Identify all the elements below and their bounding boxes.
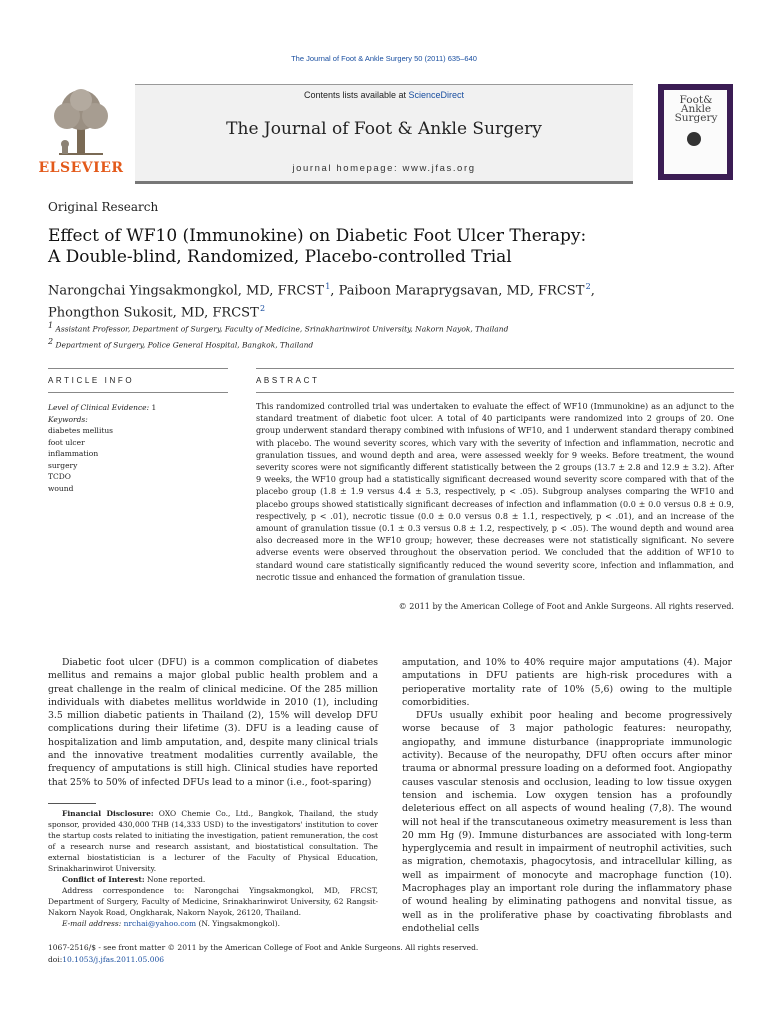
abstract-copyright: © 2011 by the American College of Foot and Ankle Surgeons. All rights reserved. [398,601,734,611]
financial-disclosure [48,808,378,874]
cover-title-line: Surgery [674,112,718,124]
doi-prefix: doi: [48,955,63,964]
conflict-of-interest [48,874,378,885]
keyword: surgery [48,460,78,470]
front-matter-info [48,942,478,966]
author-list: Narongchai Yingsakmongkol, MD, FRCST $^1$, Paiboon Maraprygsavan, MD, FRCST $^2$, Phongthon Sukosit, MD, FRCST $^2$ [48,282,595,321]
keyword: wound [48,483,74,493]
article-info-heading: ARTICLE INFO [48,376,135,385]
doi-line [48,954,478,966]
affiliation-number: 2 [48,336,54,346]
abstract-rule-lower [256,392,734,393]
affiliation-number: 1 [48,321,54,330]
footnote-rule [48,803,96,804]
abstract-heading: ABSTRACT [256,376,320,385]
journal-homepage-link[interactable]: journal homepage: www.jfas.org [292,163,476,174]
affiliation-link[interactable]: 2 [585,282,591,291]
article-info-rule-lower [48,392,228,393]
evidence-level [48,402,228,414]
conflict-text: None reported. [144,875,206,884]
elsevier-wordmark: ELSEVIER [38,160,124,176]
email-line [48,918,378,929]
cover-title-line: Ankle [680,103,712,115]
cover-title-line: Foot& [679,94,713,106]
evidence-value: 1 [151,403,157,412]
correspondence-address: Address correspondence to: Narongchai Yingsakmongkol, MD, FRCST, Department of Surgery, Faculty of Medicine, Srinakharinwirot University, 62 Rangsit-Nakorn Nayok Road, Ongkharak, Nakorn Nayok, 26120, Thailand. [48,886,378,917]
author-name: Phongthon Sukosit, MD, FRCST [48,305,259,321]
conflict-label: Conflict of Interest: [62,875,145,884]
disclosure-label: Financial Disclosure: [62,809,154,818]
affiliation-item [48,320,508,336]
issn-line: 1067-2516/$ - see front matter © 2011 by the American College of Foot and Ankle Surgeons. All rights reserved. [48,943,479,952]
disclosure-text: OXO Chemie Co., Ltd., Bangkok, Thailand, the study sponsor, provided 430,000 THB (14,333 USD) to the investigators' institution to cover the startup costs related to initiating the investigation, patient remuneration, the cost of a research nurse and research assistant, and biostatistical consultation. The external biostatistician is a lecturer of the Faculty of Physical Education, Srinakharinwirot University. [48,809,378,873]
body-column-right [402,656,732,935]
email-label: E-mail address: [62,919,122,928]
journal-title: The Journal of Foot & Ankle Surgery [226,119,542,139]
elsevier-logo[interactable] [35,84,127,180]
body-column-left [48,656,378,789]
article-title [48,226,728,268]
title-line: Effect of WF10 (Immunokine) on Diabetic Foot Ulcer Therapy: [48,226,587,246]
contents-prefix: Contents lists available at [303,90,409,100]
masthead [35,84,733,184]
author-name: Narongchai Yingsakmongkol, MD, FRCST [48,283,324,299]
affiliation-text: Department of Surgery, Police General Hospital, Bangkok, Thailand [55,340,314,349]
evidence-label: Level of Clinical Evidence: [48,403,150,412]
abstract-text: This randomized controlled trial was undertaken to evaluate the effect of WF10 (Immunokine) as an adjunct to the standard treatment of diabetic foot ulcer. A total of 40 participants were randomized into 2 groups of 20. One group underwent standard therapy combined with infusions of WF10, and 1 underwent standard therapy combined with placebo. The wound severity scores, which vary with the severity of infection and inflammation, necrotic and granulation tissues, and wound depth and area, were assessed weekly for 9 weeks. Before treatment, the wound severity scores were not significantly different statistically between the 2 groups (13.7 ± 2.8 and 12.9 ± 3.2). After 9 weeks, the WF10 group had a statistically significant decreased wound severity score compared with that of the placebo group (1.8 ± 1.9 versus 4.4 ± 5.3, respectively, p < .05). Subgroup analyses comparing the WF10 and placebo groups showed statistically significant decreases of infection and inflammation (0.0 ± 0.0 versus 0.8 ± 0.9, respectively, p < .01), necrotic tissue (0.0 ± 0.0 versus 0.8 ± 1.1, respectively, p < .01), and an increase of the amount of granulation tissue (0.1 ± 0.3 versus 0.8 ± 1.2, respectively, p < .05). The wound depth and wound area also decreased more in the WF10 group; however, these decreases were not statistically significant. No severe adverse events were observed throughout the observation period. We concluded that the addition of WF10 to standard wound care statistically significantly reduced the wound severity score, infection and inflammation, and necrotic tissue and enhanced the formation of granulation tissue. [256,401,734,582]
body-paragraph: Diabetic foot ulcer (DFU) is a common complication of diabetes mellitus and remains a major global public health problem and a great challenge in the realm of clinical medicine. Of the 285 million individuals with diabetes mellitus worldwide in 2010 (1), including 3.5 million diabetic patients in Thailand (2), 15% will develop DFU complications during their lifetime (3). DFU is a leading cause of hospitalization and limb amputation, and, despite many clinical trials and the innovative treatment modalities currently available, the frequency of amputations is still high. Clinical studies have reported that 25% to 50% of infected DFUs lead to a minor (i.e., foot-sparing) [48,657,378,788]
cover-seal-icon [687,132,701,146]
author-name: Paiboon Maraprygsavan, MD, FRCST [338,283,585,299]
journal-cover[interactable] [658,84,733,180]
article-type: Original Research [48,200,159,214]
title-line: A Double-blind, Randomized, Placebo-controlled Trial [48,247,512,267]
keyword: foot ulcer [48,437,85,447]
affiliations [48,320,508,351]
keyword: diabetes mellitus [48,426,114,435]
doi-link[interactable]: 10.1053/j.jfas.2011.05.006 [62,955,165,964]
affiliation-link[interactable]: 2 [260,304,266,314]
sciencedirect-link[interactable]: ScienceDirect [408,90,465,100]
body-paragraph: DFUs usually exhibit poor healing and become progressively worse because of 3 major pathologic features: neuropathy, angiopathy, and immune disturbance (inappropriate immunologic activity). Because of the neuropathy, DFU often occurs after minor trauma or abnormal pressure loading on a deformed foot. Angiopathy causes vascular stenosis and occlusion, leading to low tissue oxygen tension and ischemia. Low oxygen tension has a profoundly deleterious effect on all aspects of wound healing (7,8). The wound will not heal if the transcutaneous oximetry measurement is less than 20 mm Hg (9). Immune disturbances are associated with long-term hyperglycemia and result in impairment of neutrophil activities, such as migration, chemotaxis, phagocytosis, and intracellular killing, as well as impairment of monocyte and macrophage function (10). Macrophages play an important role during the inflammatory phase of wound healing by eliminating pathogens and nonvital tissue, as well as in the proliferative phase by coactivating fibroblasts and endothelial cells [402,710,732,934]
article-info-rule [48,368,228,369]
affiliation-text: Assistant Professor, Department of Surgery, Faculty of Medicine, Srinakharinwirot University, Nakorn Nayok, Thailand [55,324,509,334]
article-info [48,402,228,494]
affiliation-link[interactable]: 1 [325,282,331,291]
email-suffix: (N. Yingsakmongkol). [196,919,281,928]
body-paragraph: amputation, and 10% to 40% require major amputations (4). Major amputations in DFU patients are high-risk procedures with a perioperative mortality rate of 10% (5,6) owing to the multiple comorbidities. [402,657,732,708]
contents-line [135,90,633,100]
abstract-rule [256,368,734,369]
affiliation-item [48,336,508,352]
keyword: TCDO [48,472,71,481]
elsevier-tree-icon [45,86,117,158]
keywords-label: Keywords: [48,414,88,424]
footnotes [48,808,378,929]
cover-title [672,96,720,123]
journal-citation[interactable]: The Journal of Foot & Ankle Surgery 50 (2011) 635–640 [291,54,477,63]
journal-banner [135,84,633,184]
keyword: inflammation [48,449,99,458]
email-link[interactable]: nrchai@yahoo.com [123,919,197,928]
